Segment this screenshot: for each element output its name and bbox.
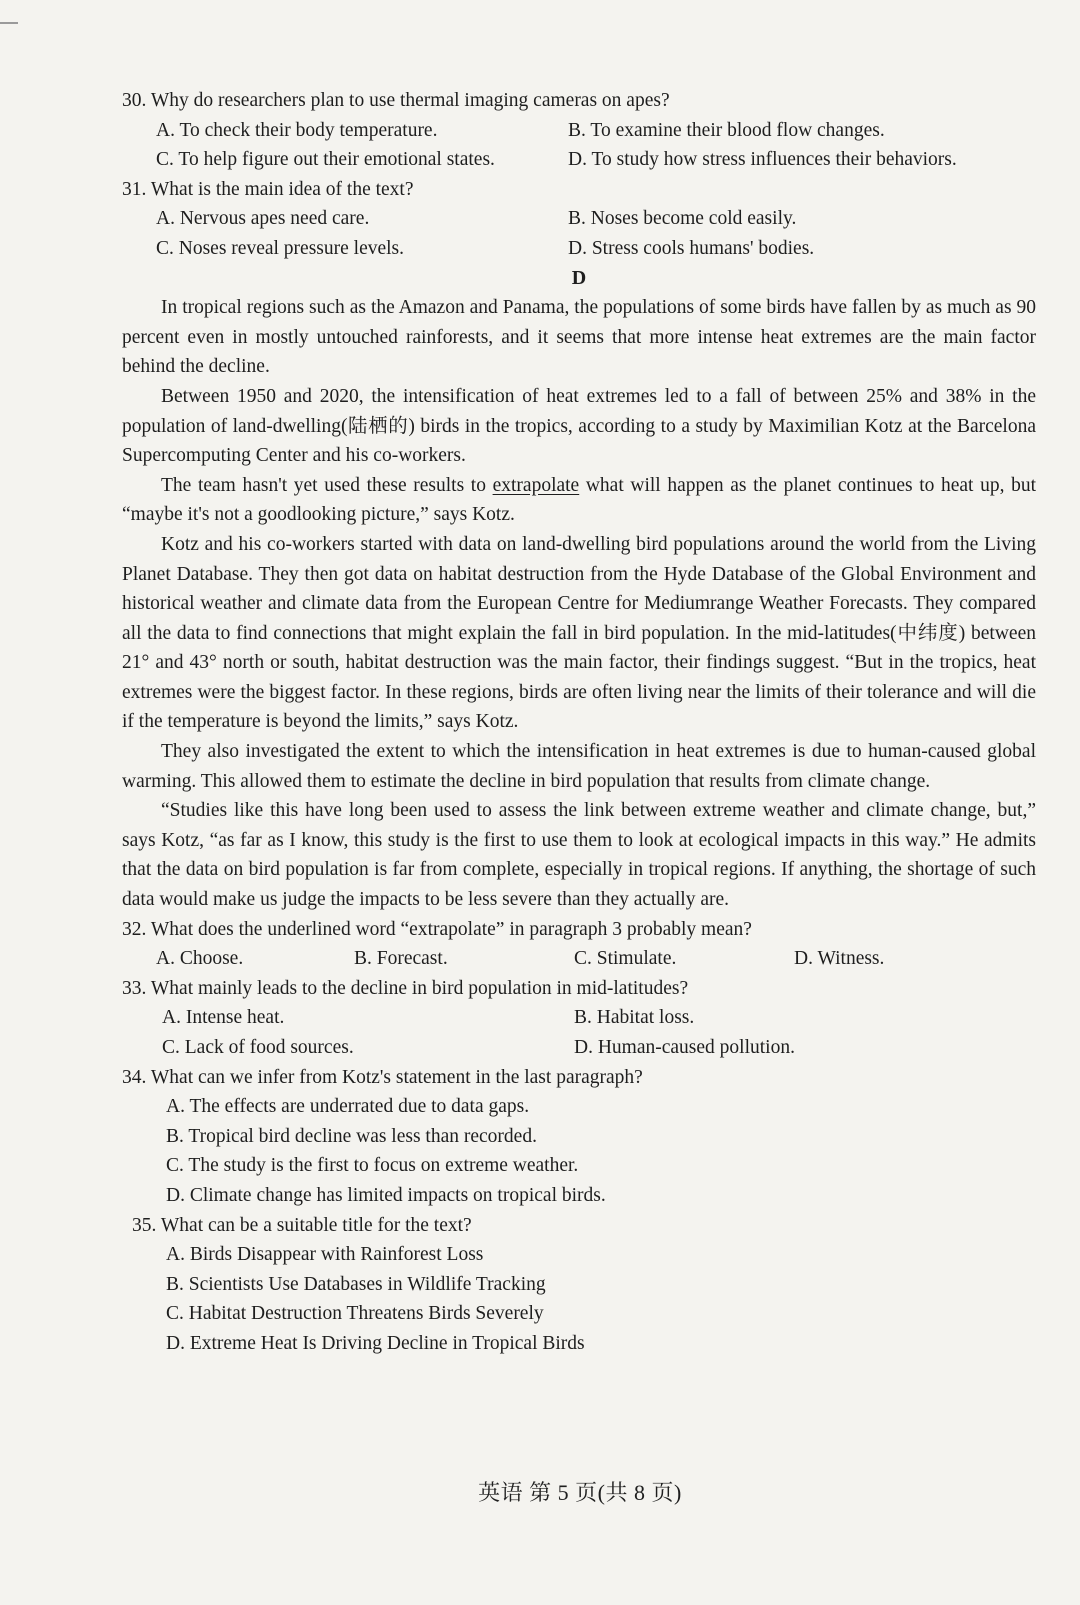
options bbox=[122, 204, 1036, 263]
question-31 bbox=[122, 175, 1036, 264]
options bbox=[122, 1092, 1036, 1210]
paragraph-6: “Studies like this have long been used to assess the link between extreme weather and climate change, but,” says Kotz, “as far as I know, this study is the first to use them to look at ecological impacts in this way.” He admits that the data on bird population is far from complete, especially in tropical regions. If anything, the shortage of such data would make us judge the impacts to be less severe than they actually are. bbox=[122, 800, 1036, 911]
paragraph-1: In tropical regions such as the Amazon and Panama, the populations of some birds have fallen by as much as 90 percent even in mostly untouched rainforests, and it seems that more intense heat extremes are the main factor behind the decline. bbox=[122, 297, 1036, 378]
question-stem: 34. What can we infer from Kotz's statement in the last paragraph? bbox=[122, 1066, 643, 1088]
question-35 bbox=[122, 1211, 1036, 1359]
option-c: C. To help figure out their emotional states. bbox=[156, 149, 495, 171]
options bbox=[122, 116, 1036, 175]
options bbox=[122, 1240, 1036, 1358]
paragraph-3-start: The team hasn't yet used these results to bbox=[161, 474, 493, 496]
option-c: C. The study is the first to focus on extreme weather. bbox=[166, 1155, 579, 1177]
option-d: D. Climate change has limited impacts on tropical birds. bbox=[166, 1184, 606, 1206]
option-d: D. To study how stress influences their behaviors. bbox=[568, 149, 957, 171]
options bbox=[122, 1003, 1036, 1062]
question-stem: 35. What can be a suitable title for the text? bbox=[132, 1214, 472, 1236]
passage-letter: D bbox=[571, 266, 587, 289]
question-stem: 30. Why do researchers plan to use thermal imaging cameras on apes? bbox=[122, 90, 670, 111]
options bbox=[122, 944, 1036, 974]
option-d: D. Human-caused pollution. bbox=[574, 1037, 795, 1058]
option-c: C. Habitat Destruction Threatens Birds Severely bbox=[166, 1303, 544, 1325]
option-a: A. The effects are underrated due to data gaps. bbox=[166, 1096, 530, 1118]
underlined-word: extrapolate bbox=[492, 474, 580, 496]
option-b: B. Scientists Use Databases in Wildlife Tracking bbox=[166, 1273, 546, 1295]
paragraph-5: They also investigated the extent to which the intensification in heat extremes is due to human-caused global warming. This allowed them to estimate the decline in bird population that results from climate change. bbox=[122, 741, 1036, 792]
option-d: D. Stress cools humans' bodies. bbox=[568, 237, 815, 259]
option-b: B. Noses become cold easily. bbox=[568, 208, 797, 230]
option-b: B. Habitat loss. bbox=[574, 1007, 695, 1029]
option-a: A. Birds Disappear with Rainforest Loss bbox=[166, 1244, 484, 1266]
question-34 bbox=[122, 1063, 1036, 1211]
option-d: D. Witness. bbox=[794, 948, 885, 970]
question-30 bbox=[122, 86, 1036, 175]
option-a: A. Nervous apes need care. bbox=[156, 208, 370, 230]
scan-edge-mark bbox=[0, 22, 18, 24]
option-a: A. Choose. bbox=[156, 948, 244, 970]
paragraph-4: Kotz and his co-workers started with data on land-dwelling bird populations around the world from the Living Planet Database. They then got data on habitat destruction from the Hyde Database of the Global Environment and historical weather and climate data from the European Centre for Mediumrange Weather Forecasts. They compared all the data to find connections that might explain the fall in bird population. In the mid-latitudes(中纬度) between 21° and 43° north or south, habitat destruction was the main factor, their findings suggest. “But in the tropics, heat extremes were the biggest factor. In these regions, birds are often living near the limits of their tolerance and will die if the temperature is beyond the limits,” says Kotz. bbox=[122, 533, 1036, 733]
question-stem: 33. What mainly leads to the decline in bird population in mid-latitudes? bbox=[122, 977, 689, 999]
page-content bbox=[122, 86, 1036, 1359]
paragraph-2: Between 1950 and 2020, the intensification of heat extremes led to a fall of between 25% and 38% in the population of land-dwelling(陆栖的) birds in the tropics, according to a study by Maximilian Kotz at the Barcelona Supercomputing Center and his co-workers. bbox=[122, 385, 1036, 467]
option-a: A. To check their body temperature. bbox=[156, 119, 438, 141]
option-b: B. To examine their blood flow changes. bbox=[568, 119, 885, 141]
question-stem: 32. What does the underlined word “extrapolate” in paragraph 3 probably mean? bbox=[122, 918, 752, 940]
option-a: A. Intense heat. bbox=[162, 1007, 285, 1029]
option-c: C. Noses reveal pressure levels. bbox=[156, 237, 405, 259]
option-b: B. Forecast. bbox=[354, 948, 448, 970]
option-d: D. Extreme Heat Is Driving Decline in Tropical Birds bbox=[166, 1332, 585, 1354]
option-c: C. Stimulate. bbox=[574, 948, 677, 970]
page-footer: 英语 第 5 页(共 8 页) bbox=[478, 1480, 682, 1505]
option-b: B. Tropical bird decline was less than recorded. bbox=[166, 1125, 537, 1147]
question-stem: 31. What is the main idea of the text? bbox=[122, 178, 414, 200]
paragraph-3-end: what will happen as the planet continues to heat up, but “maybe it's not a goodlooking picture,” says Kotz. bbox=[122, 474, 1037, 526]
option-c: C. Lack of food sources. bbox=[162, 1037, 354, 1058]
question-32 bbox=[122, 915, 1036, 974]
paragraph-3 bbox=[122, 471, 1036, 530]
question-33 bbox=[122, 974, 1036, 1063]
